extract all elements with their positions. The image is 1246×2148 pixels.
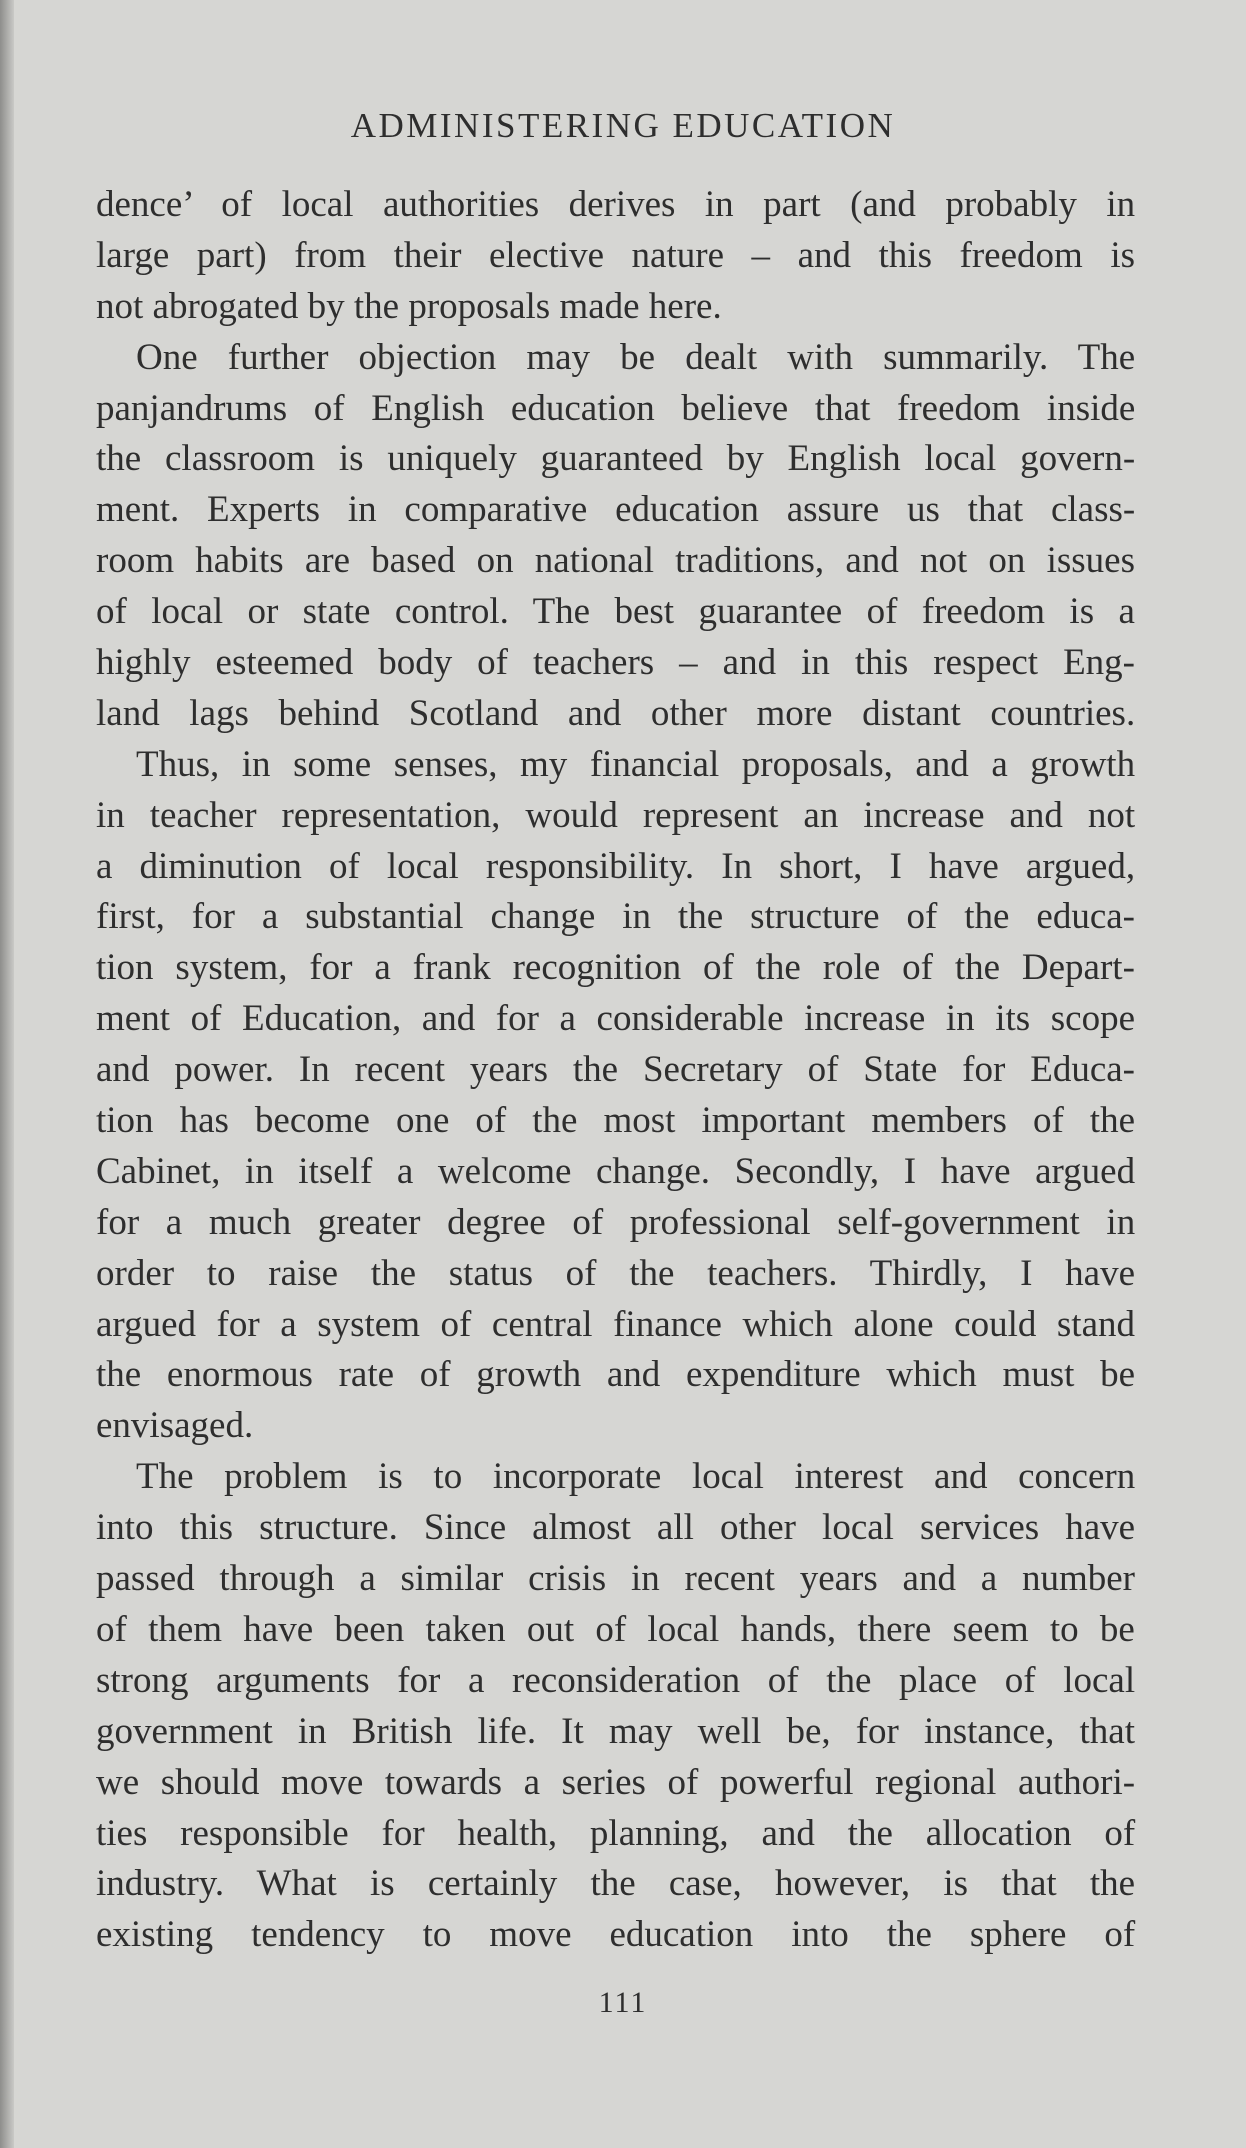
text-line-content: room habits are based on national traditions, and not on issues: [96, 540, 1135, 582]
text-line-content: One further objection may be dealt with summarily. The: [136, 336, 1136, 378]
text-line-content: we should move towards a series of powerful regional authori-: [96, 1761, 1136, 1803]
text-line-content: ties responsible for health, planning, and the allocation of: [96, 1812, 1136, 1854]
text-line: [96, 1096, 1136, 1147]
text-line: [96, 536, 1136, 587]
text-line-content: envisaged.: [96, 1405, 254, 1447]
text-line-content: the classroom is uniquely guaranteed by English local govern-: [96, 438, 1136, 480]
body-text: [96, 180, 1136, 1961]
text-line: [96, 1300, 1136, 1351]
text-line-content: first, for a substantial change in the structure of the educa-: [96, 896, 1135, 938]
text-line: [96, 842, 1136, 893]
text-line: [96, 689, 1136, 740]
text-line-content: industry. What is certainly the case, however, is that the: [96, 1863, 1136, 1905]
text-line-content: highly esteemed body of teachers – and in this respect Eng-: [96, 642, 1135, 684]
text-line: [96, 1656, 1136, 1707]
text-line: [96, 1401, 1136, 1452]
text-line: [96, 791, 1136, 842]
text-line-content: existing tendency to move education into the sphere of: [96, 1914, 1136, 1956]
text-line: [96, 994, 1136, 1045]
text-line: [96, 1452, 1136, 1503]
text-line-content: order to raise the status of the teachers. Thirdly, I have: [96, 1252, 1135, 1294]
text-line-content: a diminution of local responsibility. In short, I have argued,: [96, 845, 1136, 887]
text-line: [96, 943, 1136, 994]
text-line: [96, 1707, 1136, 1758]
text-line-content: ment. Experts in comparative education assure us that class-: [96, 489, 1136, 531]
text-line-content: tion system, for a frank recognition of the role of the Depart-: [96, 947, 1135, 989]
text-line-content: ment of Education, and for a considerable increase in its scope: [96, 998, 1135, 1040]
text-line: [96, 1350, 1136, 1401]
text-line: [96, 384, 1136, 435]
text-line-content: Cabinet, in itself a welcome change. Secondly, I have argued: [96, 1150, 1136, 1192]
text-line: [96, 1809, 1136, 1860]
running-header: ADMINISTERING EDUCATION: [350, 106, 896, 145]
text-line-content: government in British life. It may well be, for instance, that: [96, 1710, 1135, 1752]
text-line-content: tion has become one of the most important members of the: [96, 1100, 1135, 1142]
text-line: [96, 1249, 1136, 1300]
text-line: [96, 1605, 1136, 1656]
text-line: [96, 1554, 1136, 1605]
page-edge-shadow: [0, 0, 14, 2148]
text-line-content: strong arguments for a reconsideration of the place of local: [96, 1659, 1136, 1701]
text-line: [96, 434, 1136, 485]
text-line: [96, 333, 1136, 384]
text-line: [96, 485, 1136, 536]
text-line: [96, 1503, 1136, 1554]
text-line-content: panjandrums of English education believe that freedom inside: [96, 387, 1136, 429]
text-line-content: not abrogated by the proposals made here.: [96, 285, 722, 327]
text-line: [96, 1758, 1136, 1809]
text-line-content: in teacher representation, would represent an increase and not: [96, 794, 1136, 836]
text-line-content: and power. In recent years the Secretary of State for Educa-: [96, 1049, 1135, 1091]
text-line-content: the enormous rate of growth and expenditure which must be: [96, 1354, 1136, 1396]
text-line: [96, 282, 1136, 333]
text-line: [96, 1910, 1136, 1961]
text-line-content: argued for a system of central finance which alone could stand: [96, 1303, 1135, 1345]
text-line: [96, 1859, 1136, 1910]
text-line-content: dence’ of local authorities derives in part (and probably in: [96, 184, 1136, 225]
text-line: [96, 740, 1136, 791]
text-line: [96, 892, 1136, 943]
text-line-content: of local or state control. The best guarantee of freedom is a: [96, 591, 1135, 633]
text-line-content: land lags behind Scotland and other more distant countries.: [96, 692, 1136, 734]
text-line: [96, 1045, 1136, 1096]
text-line-content: for a much greater degree of professional self-government in: [96, 1201, 1136, 1243]
text-line: [96, 1198, 1136, 1249]
text-line-content: into this structure. Since almost all other local services have: [96, 1507, 1136, 1549]
text-line-content: Thus, in some senses, my financial proposals, and a growth: [136, 743, 1136, 785]
text-line: [96, 180, 1136, 231]
text-line-content: passed through a similar crisis in recent years and a number: [96, 1558, 1135, 1600]
text-line-content: The problem is to incorporate local interest and concern: [136, 1456, 1136, 1498]
page-number: 111: [598, 1986, 648, 2019]
text-line: [96, 638, 1136, 689]
text-line-content: of them have been taken out of local hands, there seem to be: [96, 1608, 1135, 1650]
text-line-content: large part) from their elective nature – and this freedom is: [96, 234, 1135, 276]
text-line: [96, 587, 1136, 638]
text-line: [96, 1147, 1136, 1198]
text-line: [96, 231, 1136, 282]
